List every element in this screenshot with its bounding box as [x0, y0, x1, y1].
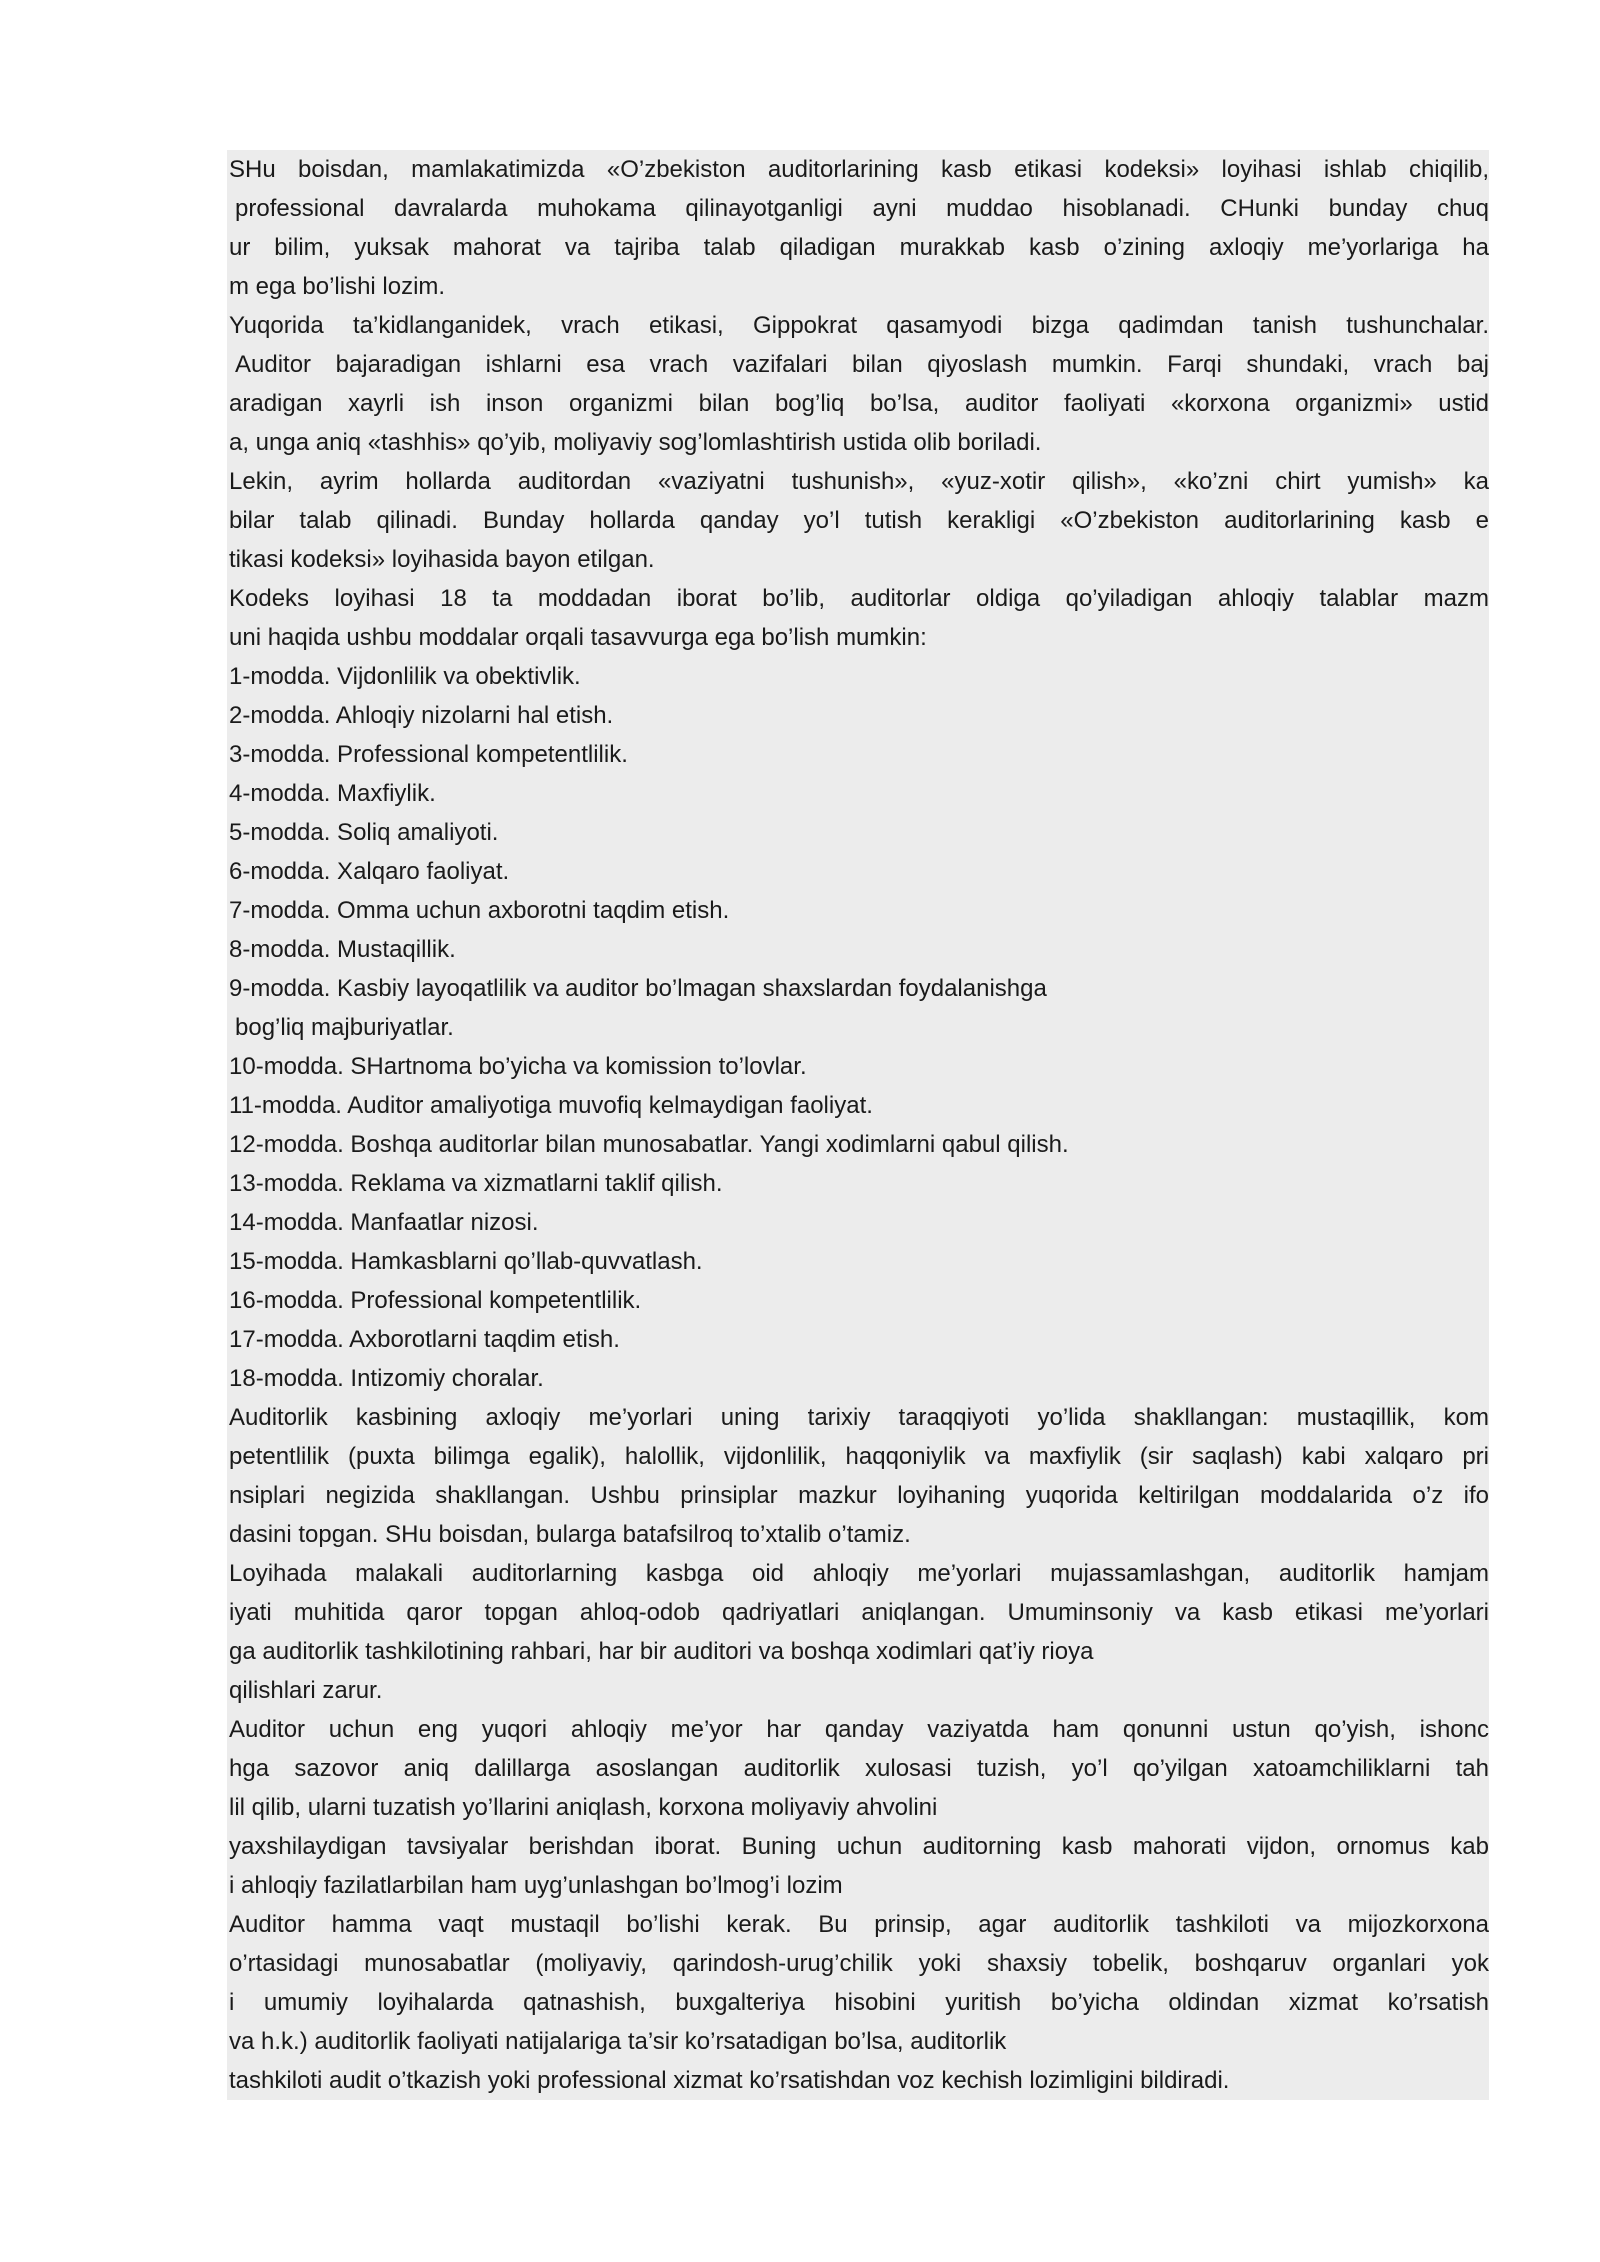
text-line: 6-modda. Xalqaro faoliyat. [229, 858, 510, 885]
text-line: Lekin, ayrim hollarda auditordan «vaziyatni tushunish», «yuz-xotir qilish», «ko’zni chirt yumish» ka [229, 468, 1489, 495]
text-line: 16-modda. Professional kompetentlilik. [229, 1287, 642, 1314]
text-line: 11-modda. Auditor amaliyotiga muvofiq kelmaydigan faoliyat. [229, 1092, 873, 1119]
text-line: Loyihada malakali auditorlarning kasbga oid ahloqiy me’yorlari mujassamlashgan, auditorlik hamjam [229, 1560, 1489, 1587]
text-line: Kodeks loyihasi 18 ta moddadan iborat bo’lib, auditorlar oldiga qo’yiladigan ahloqiy talablar mazm [229, 585, 1489, 612]
text-line: 12-modda. Boshqa auditorlar bilan munosabatlar. Yangi xodimlarni qabul qilish. [229, 1131, 1069, 1158]
text-line: Auditorlik kasbining axloqiy me’yorlari uning tarixiy taraqqiyoti yo’lida shakllangan: mustaqillik, kom [229, 1404, 1489, 1431]
text-line: va h.k.) auditorlik faoliyati natijalariga ta’sir ko’rsatadigan bo’lsa, auditorlik [229, 2028, 1007, 2055]
text-line: 1-modda. Vijdonlilik va obektivlik. [229, 663, 581, 690]
text-line: aradigan xayrli ish inson organizmi bilan bog’liq bo’lsa, auditor faoliyati «korxona organizmi» ustid [229, 390, 1489, 417]
text-line: hga sazovor aniq dalillarga asoslangan auditorlik xulosasi tuzish, yo’l qo’yilgan xatoamchiliklarni tah [229, 1755, 1489, 1782]
text-line: tashkiloti audit o’tkazish yoki professional xizmat ko’rsatishdan voz kechish lozimligini bildiradi. [229, 2067, 1230, 2094]
text-line: Yuqorida ta’kidlanganidek, vrach etikasi, Gippokrat qasamyodi bizga qadimdan tanish tushunchalar. [229, 312, 1489, 339]
text-line: iyati muhitida qaror topgan ahloq-odob qadriyatlari aniqlangan. Umuminsoniy va kasb etikasi me’yorlari [229, 1599, 1489, 1626]
text-line: ur bilim, yuksak mahorat va tajriba talab qiladigan murakkab kasb o’zining axloqiy me’yorlariga ha [229, 234, 1489, 261]
text-line: 18-modda. Intizomiy choralar. [229, 1365, 544, 1392]
text-line: 3-modda. Professional kompetentlilik. [229, 741, 628, 768]
text-line: 7-modda. Omma uchun axborotni taqdim etish. [229, 897, 730, 924]
text-line: 4-modda. Maxfiylik. [229, 780, 436, 807]
text-line: i ahloqiy fazilatlarbilan ham uyg’unlashgan bo’lmog’i lozim [229, 1872, 843, 1899]
text-line: Auditor hamma vaqt mustaqil bo’lishi kerak. Bu prinsip, agar auditorlik tashkiloti va mijozkorxona [229, 1911, 1489, 1938]
text-line: m ega bo’lishi lozim. [229, 273, 446, 300]
text-line: bog’liq majburiyatlar. [235, 1014, 454, 1041]
text-line: 15-modda. Hamkasblarni qo’llab-quvvatlash. [229, 1248, 703, 1275]
document-body [227, 150, 1489, 2100]
text-line: 2-modda. Ahloqiy nizolarni hal etish. [229, 702, 614, 729]
text-line: 8-modda. Mustaqillik. [229, 936, 456, 963]
text-line: 14-modda. Manfaatlar nizosi. [229, 1209, 539, 1236]
text-line: petentlilik (puxta bilimga egalik), halollik, vijdonlilik, haqqoniylik va maxfiylik (sir saqlash) kabi xalqaro pri [229, 1443, 1489, 1470]
text-line: bilar talab qilinadi. Bunday hollarda qanday yo’l tutish kerakligi «O’zbekiston auditorlarining kasb e [229, 507, 1489, 534]
text-line: Auditor bajaradigan ishlarni esa vrach vazifalari bilan qiyoslash mumkin. Farqi shundaki, vrach baj [235, 351, 1489, 378]
text-line: SHu boisdan, mamlakatimizda «O’zbekiston auditorlarining kasb etikasi kodeksi» loyihasi ishlab chiqilib, [229, 156, 1489, 183]
text-line: ga auditorlik tashkilotining rahbari, har bir auditori va boshqa xodimlari qat’iy rioya [229, 1638, 1094, 1665]
text-line: lil qilib, ularni tuzatish yo’llarini aniqlash, korxona moliyaviy ahvolini [229, 1794, 938, 1821]
text-line: professional davralarda muhokama qilinayotganligi ayni muddao hisoblanadi. CHunki bunday chuq [235, 195, 1489, 222]
text-line: 10-modda. SHartnoma bo’yicha va komission to’lovlar. [229, 1053, 807, 1080]
text-line: tikasi kodeksi» loyihasida bayon etilgan. [229, 546, 655, 573]
text-line: o’rtasidagi munosabatlar (moliyaviy, qarindosh-urug’chilik yoki shaxsiy tobelik, boshqaruv organlari yok [229, 1950, 1489, 1977]
text-line: yaxshilaydigan tavsiyalar berishdan iborat. Buning uchun auditorning kasb mahorati vijdon, ornomus kab [229, 1833, 1489, 1860]
text-line: 17-modda. Axborotlarni taqdim etish. [229, 1326, 620, 1353]
text-line: 5-modda. Soliq amaliyoti. [229, 819, 499, 846]
text-line: i umumiy loyihalarda qatnashish, buxgalteriya hisobini yuritish bo’yicha oldindan xizmat ko’rsatish [229, 1989, 1489, 2016]
text-line: Auditor uchun eng yuqori ahloqiy me’yor har qanday vaziyatda ham qonunni ustun qo’yish, ishonc [229, 1716, 1489, 1743]
text-line: qilishlari zarur. [229, 1677, 383, 1704]
text-line: 13-modda. Reklama va xizmatlarni taklif qilish. [229, 1170, 723, 1197]
text-line: nsiplari negizida shakllangan. Ushbu prinsiplar mazkur loyihaning yuqorida keltirilgan moddalarida o’z ifo [229, 1482, 1489, 1509]
text-line: 9-modda. Kasbiy layoqatlilik va auditor bo’lmagan shaxslardan foydalanishga [229, 975, 1047, 1002]
text-line: dasini topgan. SHu boisdan, bularga batafsilroq to’xtalib o’tamiz. [229, 1521, 911, 1548]
text-line: uni haqida ushbu moddalar orqali tasavvurga ega bo’lish mumkin: [229, 624, 927, 651]
text-line: a, unga aniq «tashhis» qo’yib, moliyaviy sog’lomlashtirish ustida olib boriladi. [229, 429, 1042, 456]
